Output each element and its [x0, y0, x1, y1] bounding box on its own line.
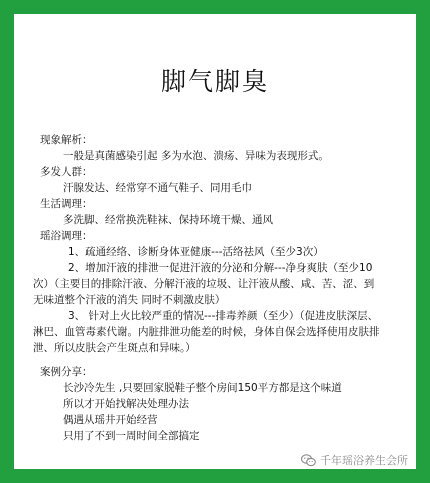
bath-line-4: 无味道整个汗液的消失 同时不刺激皮肤）: [33, 294, 226, 306]
case-line-4: 只用了不到一周时间全部搞定: [63, 430, 200, 442]
bath-line-7: 泄、所以皮肤会产生斑点和异味。）: [33, 342, 196, 354]
phenomenon-heading: 现象解析：: [40, 134, 93, 146]
page-title: 脚气脚臭: [160, 67, 269, 96]
watermark-text: 千年瑶浴养生会所: [320, 454, 408, 467]
case-heading: 案例分享：: [40, 366, 93, 378]
case-line-3: 偶遇从瑶井开始经营: [63, 414, 158, 426]
case-line-1: 长沙冷先生 ,只要回家脱鞋子整个房间150平方都是这个味道: [63, 382, 342, 394]
bath-line-3: 次）（主要目的排除汗液、分解汗液的垃圾、让汗液从酸、咸、苦、涩、到: [33, 278, 375, 290]
lifestyle-heading: 生活调理：: [40, 198, 93, 210]
bath-line-6: 淋巴、血管毒素代谢。内脏排泄功能差的时候，身体自保会选择使用皮肤排: [33, 326, 380, 338]
phenomenon-text: 一般是真菌感染引起 多为水泡、溃疡、异味为表现形式。: [63, 150, 329, 162]
bath-line-1: 1、疏通经络、诊断身体亚健康---活络祛风（至少3次）: [68, 246, 324, 258]
wechat-icon: [301, 454, 316, 467]
bath-line-5: 3、 针对上火比较严重的情况---排毒养颜（至少）（促进皮肤深层、: [68, 310, 379, 322]
bath-line-2: 2、增加汗液的排泄一促进汗液的分泌和分解---净身爽肤（至少10: [68, 262, 373, 274]
case-line-2: 所以才开始找解决处理办法: [63, 398, 189, 410]
population-text: 汗腺发达、经常穿不通气鞋子、同用毛巾: [63, 182, 252, 194]
watermark: [301, 452, 408, 468]
bath-heading: 瑶浴调理：: [40, 230, 93, 242]
lifestyle-text: 多洗脚、经常换洗鞋袜、保持环境干燥、通风: [63, 214, 273, 226]
population-heading: 多发人群：: [40, 166, 93, 178]
